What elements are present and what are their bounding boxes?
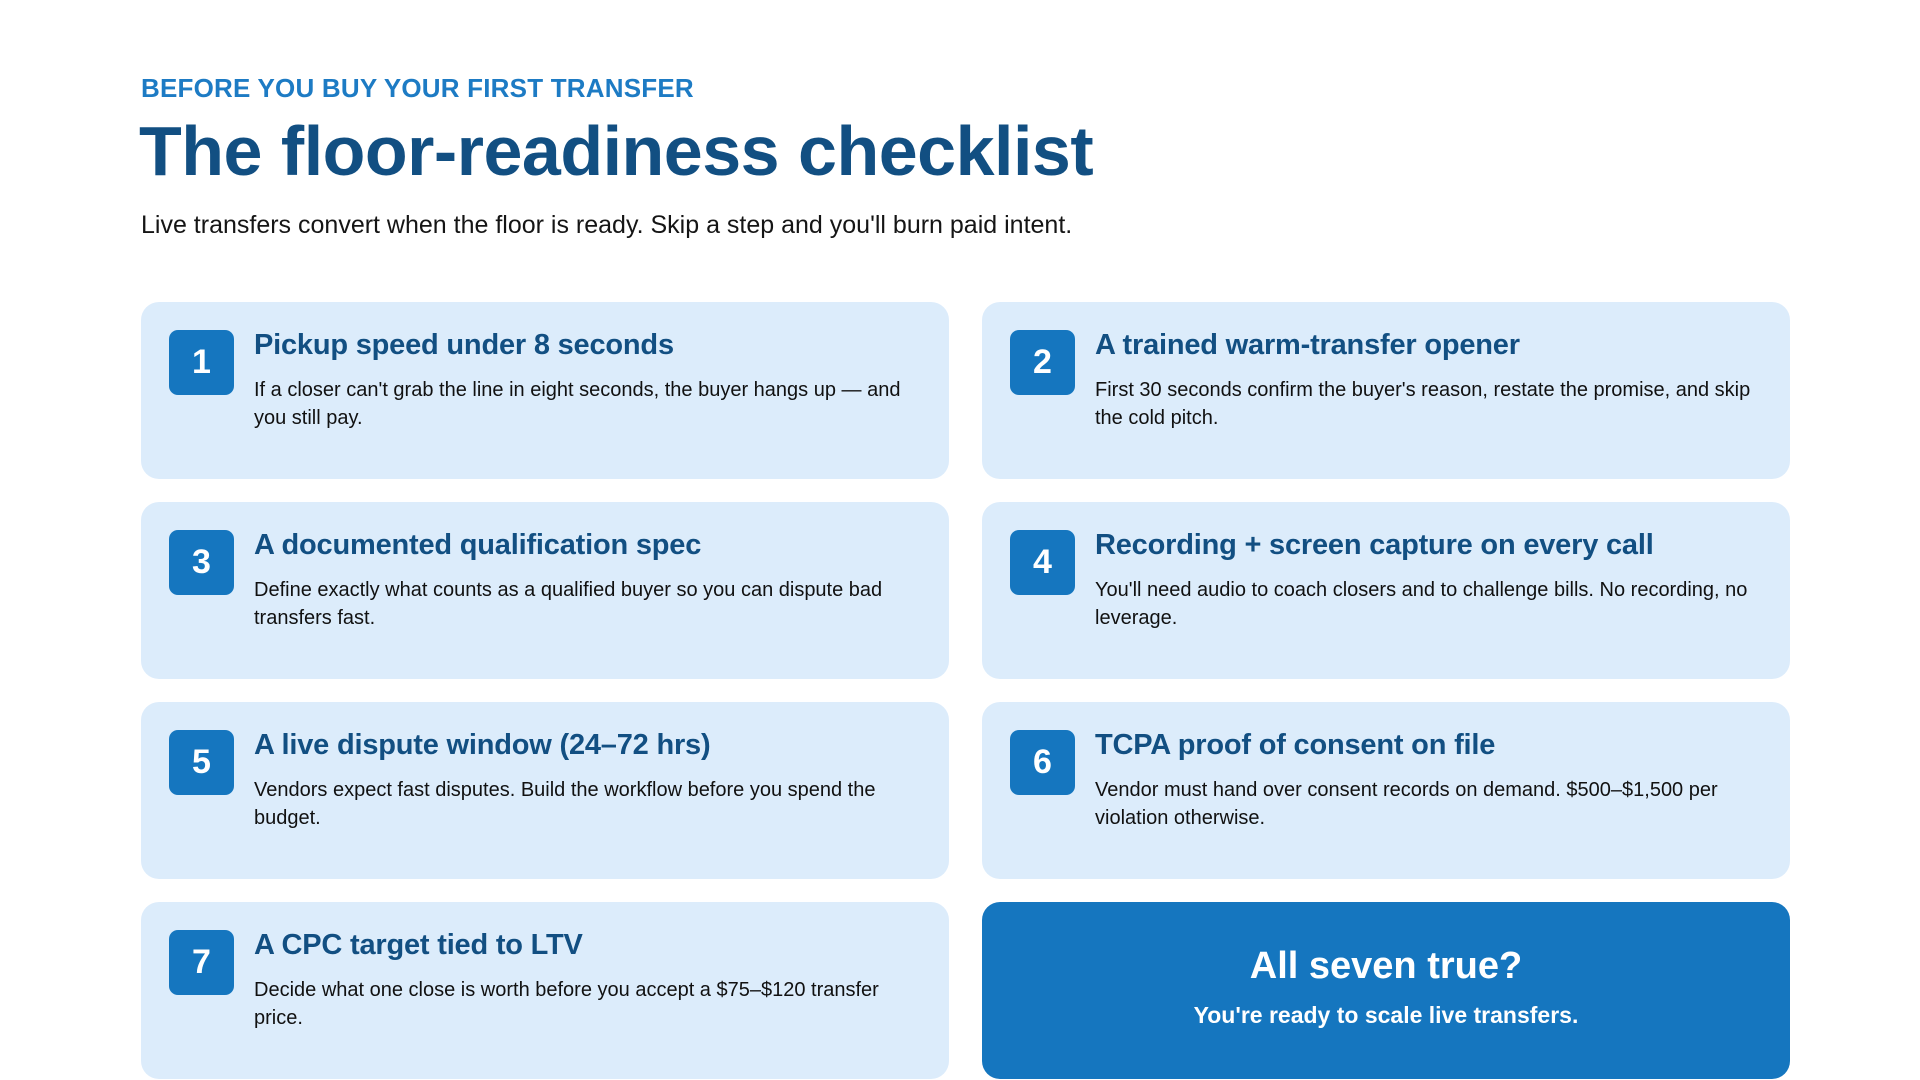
page-title: The floor-readiness checklist	[139, 112, 1094, 190]
callout-subtitle: You're ready to scale live transfers.	[1193, 1001, 1579, 1028]
item-number-badge: 4	[1010, 530, 1075, 595]
item-description: Decide what one close is worth before you accept a $75–$120 transfer price.	[254, 979, 879, 1029]
eyebrow-label: BEFORE YOU BUY YOUR FIRST TRANSFER	[141, 73, 694, 103]
checklist-item-2	[982, 302, 1790, 479]
checklist-item-7	[141, 902, 949, 1079]
item-description: Vendors expect fast disputes. Build the workflow before you spend the budget.	[254, 779, 876, 829]
page-subtitle: Live transfers convert when the floor is ready. Skip a step and you'll burn paid intent.	[141, 211, 1073, 239]
item-number-badge: 7	[169, 930, 234, 995]
item-description: Vendor must hand over consent records on demand. $500–$1,500 per violation otherwise.	[1095, 779, 1718, 829]
checklist-item-5	[141, 702, 949, 879]
item-title: TCPA proof of consent on file	[1095, 729, 1496, 761]
item-number-badge: 2	[1010, 330, 1075, 395]
callout-title: All seven true?	[1249, 944, 1523, 987]
item-title: Pickup speed under 8 seconds	[254, 329, 674, 361]
item-title: A documented qualification spec	[254, 529, 702, 561]
item-number-badge: 1	[169, 330, 234, 395]
item-description: You'll need audio to coach closers and to challenge bills. No recording, no leverage.	[1095, 579, 1748, 629]
checklist-grid	[141, 302, 1790, 1079]
item-number-badge: 3	[169, 530, 234, 595]
item-description: If a closer can't grab the line in eight seconds, the buyer hangs up — and you still pay.	[254, 379, 901, 429]
item-title: Recording + screen capture on every call	[1095, 529, 1654, 561]
checklist-item-3	[141, 502, 949, 679]
item-title: A live dispute window (24–72 hrs)	[254, 729, 711, 761]
item-title: A trained warm-transfer opener	[1095, 329, 1520, 361]
item-number-badge: 5	[169, 730, 234, 795]
item-title: A CPC target tied to LTV	[254, 929, 583, 961]
checklist-item-6	[982, 702, 1790, 879]
checklist-item-4	[982, 502, 1790, 679]
checklist-item-1	[141, 302, 949, 479]
item-description: Define exactly what counts as a qualified buyer so you can dispute bad transfers fast.	[254, 579, 883, 629]
item-number-badge: 6	[1010, 730, 1075, 795]
summary-callout	[982, 902, 1790, 1079]
item-description: First 30 seconds confirm the buyer's reason, restate the promise, and skip the cold pitch.	[1095, 379, 1751, 429]
